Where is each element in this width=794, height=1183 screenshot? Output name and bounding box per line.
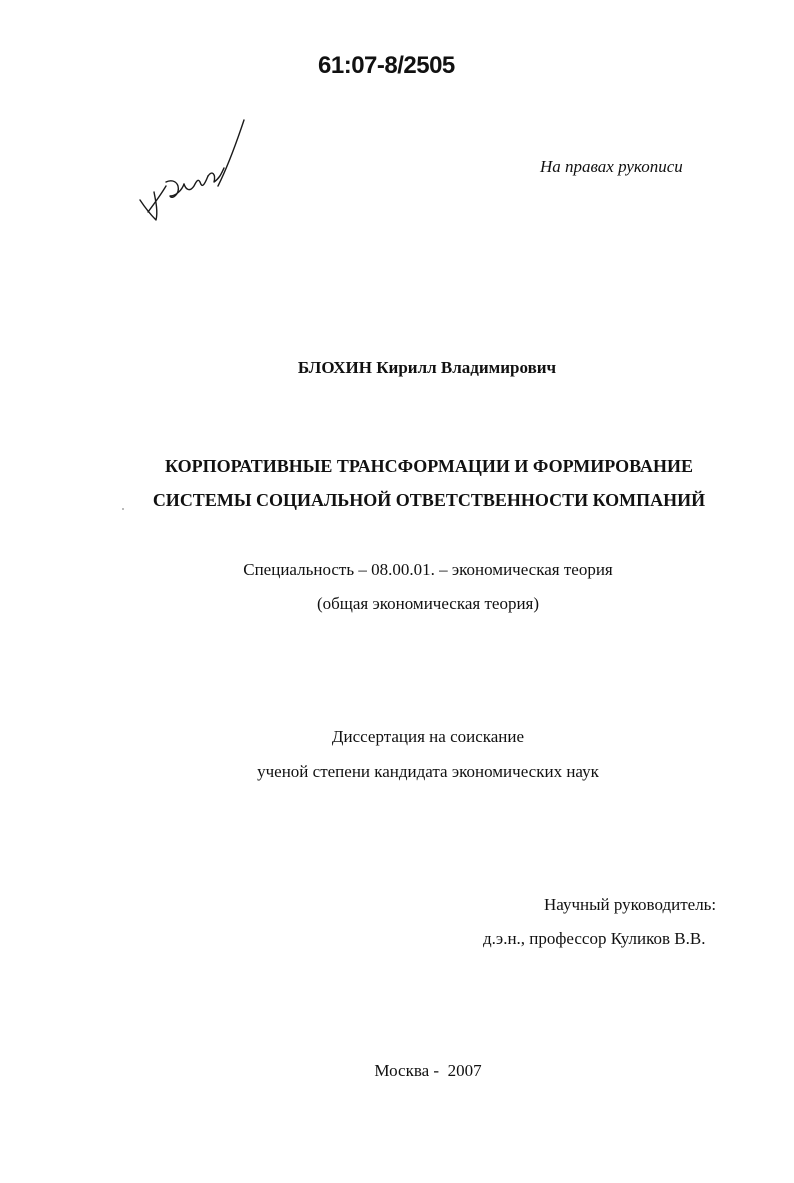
supervisor-name: д.э.н., профессор Куликов В.В. (483, 929, 706, 948)
title-line-2: СИСТЕМЫ СОЦИАЛЬНОЙ ОТВЕТСТВЕННОСТИ КОМПАНИЙ (152, 490, 706, 510)
dissertation-line-2: ученой степени кандидата экономических наук (257, 762, 599, 781)
handwritten-signature-icon (136, 116, 256, 226)
specialty-line-2: (общая экономическая теория) (316, 594, 540, 613)
dissertation-line-1: Диссертация на соискание (331, 727, 525, 746)
scan-speck (122, 508, 124, 510)
specialty-line-1: Специальность – 08.00.01. – экономическая теория (243, 560, 613, 579)
rights-note: На правах рукописи (540, 157, 683, 176)
title-line-1: КОРПОРАТИВНЫЕ ТРАНСФОРМАЦИИ И ФОРМИРОВАНИЕ (164, 456, 694, 476)
supervisor-label: Научный руководитель: (544, 895, 717, 914)
archive-code: 61:07-8/2505 (318, 52, 455, 79)
author-name: БЛОХИН Кирилл Владимирович (297, 358, 557, 377)
city-year: Москва - 2007 (374, 1061, 482, 1080)
